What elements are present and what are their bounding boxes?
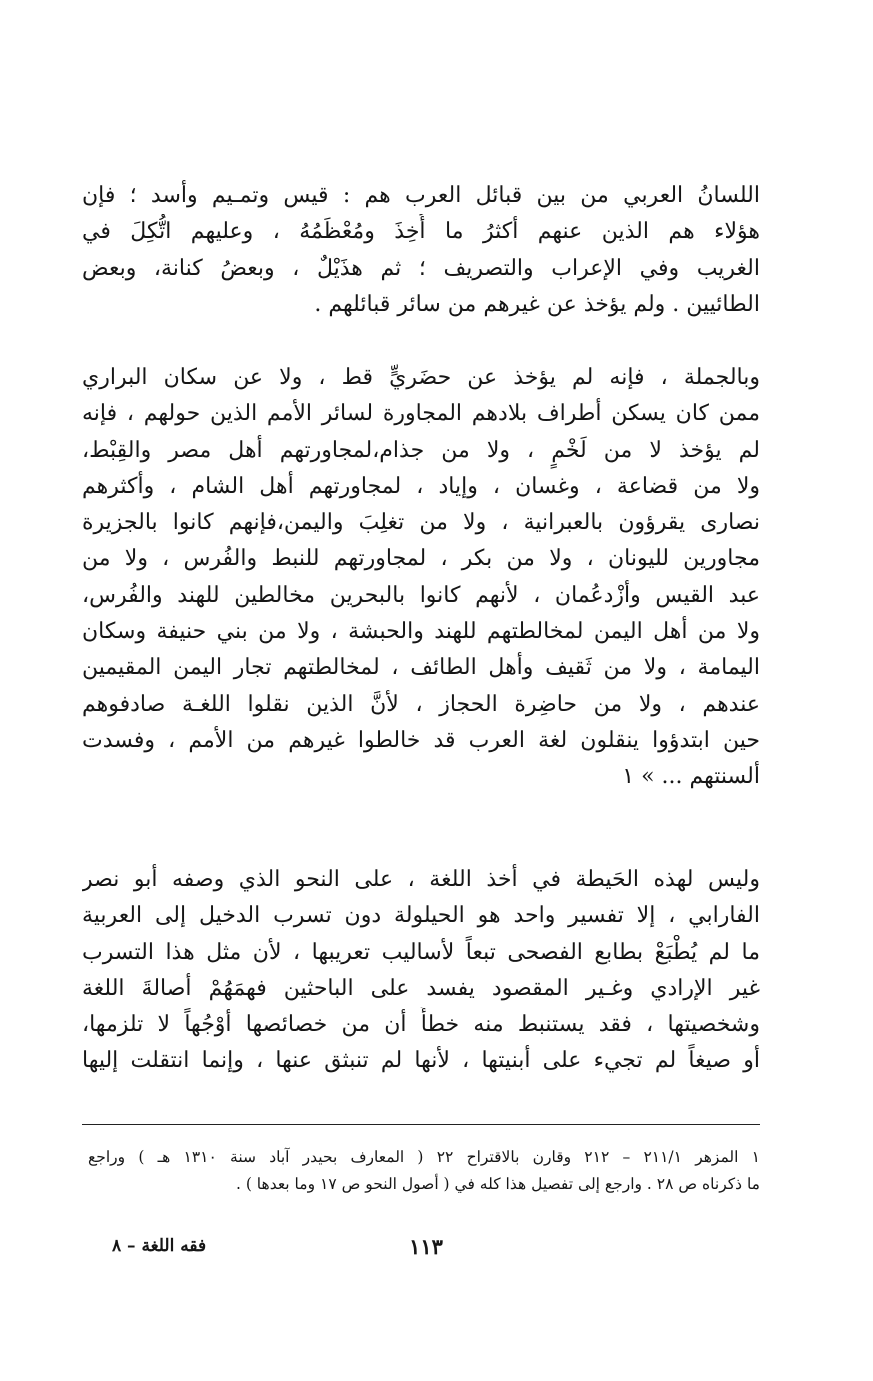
text-line: ممن كان يسكن أطراف بلادهم المجاورة لسائر الأمم الذين حولهم ، فإنه — [82, 401, 760, 427]
text-line: ولا من قضاعة ، وغسان ، وإياد ، لمجاورتهم أهل الشام ، وأكثرهم — [82, 473, 760, 499]
paragraph-1 — [82, 178, 760, 323]
text-line: أو صيغاً لم تجيء على أبنيتها ، لأنها لم تنبثق عنها ، وإنما انتقلت إليها — [82, 1048, 760, 1074]
footnote-line: ما ذكرناه ص ٢٨ . وارجع إلى تفصيل هذا كله في ( أصول النحو ص ١٧ وما بعدها ) . — [235, 1175, 760, 1193]
text-line: غير الإرادي وغـير المقصود يفسد على الباحثين فهمَهُمْ أصالةَ اللغة — [82, 975, 760, 1001]
text-line: وشخصيتها ، فقد يستنبط منه خطأً أن من خصائصها أوْجُهاً لا تلزمها، — [82, 1012, 760, 1038]
footnote-line: ١ المزهر ٢١١/١ – ٢١٢ وقارن بالاقتراح ٢٢ ( المعارف بحيدر آباد سنة ١٣١٠ هـ ) وراجع — [88, 1148, 760, 1166]
text-line: هؤلاء هم الذين عنهم أكثرُ ما أُخِذَ ومُعْظَمُهُ ، وعليهم اتُّكِلَ في — [82, 219, 760, 245]
text-line: حين ابتدؤوا ينقلون لغة العرب قد خالطوا غيرهم من الأمم ، وفسدت — [82, 727, 760, 753]
text-line: الغريب وفي الإعراب والتصريف ؛ ثم هذَيْلٌ ، وبعضُ كنانة، وبعض — [82, 255, 760, 281]
text-line: الفارابي ، إلا تفسير واحد هو الحيلولة دون تسرب الدخيل إلى العربية — [82, 903, 760, 929]
text-line: وليس لهذه الحَيطة في أخذ اللغة ، على النحو الذي وصفه أبو نصر — [82, 867, 760, 892]
page-number: ١١٣ — [409, 1234, 443, 1259]
text-line: عبد القيس وأزْدعُمان ، لأنهم كانوا بالبحرين مخالطين للهند والفُرس، — [82, 582, 760, 608]
text-line: اللسانُ العربي من بين قبائل العرب هم : قيس وتمـيم وأسد ؛ فإن — [82, 183, 760, 208]
text-line: مجاورين لليونان ، ولا من بكر ، لمجاورتهم للنبط والفُرس ، ولا من — [82, 546, 760, 572]
paragraph-2 — [82, 360, 760, 796]
text-line: لم يؤخذ لا من لَخْمٍ ، ولا من جذام،لمجاورتهم أهل مصر والقِبْط، — [82, 437, 760, 463]
paragraph-3 — [82, 862, 760, 1080]
text-line: وبالجملة ، فإنه لم يؤخذ عن حضَريٍّ قط ، ولا عن سكان البراري — [82, 365, 760, 390]
text-line: ما لم يُطْبَعْ بطابع الفصحى تبعاً لأساليب تعريبها ، لأن مثل هذا التسرب — [82, 939, 760, 965]
text-line: ولا من أهل اليمن لمخالطتهم للهند والحبشة ، ولا من بني حنيفة وسكان — [82, 619, 760, 645]
text-line: اليمامة ، ولا من ثَقيف وأهل الطائف ، لمخالطتهم تجار اليمن المقيمين — [82, 655, 760, 681]
text-line: الطائيين . ولم يؤخذ عن غيرهم من سائر قبائلهم . — [314, 291, 760, 317]
book-signature: فقه اللغة – ٨ — [112, 1236, 207, 1256]
text-line: ألسنتهم ... » ١ — [622, 764, 760, 790]
text-line: نصارى يقرؤون بالعبرانية ، ولا من تغلِبَ واليمن،فإنهم كانوا بالجزيرة — [82, 510, 760, 536]
footnote-divider — [82, 1124, 760, 1125]
text-line: عندهم ، ولا من حاضِرة الحجاز ، لأنَّ الذين نقلوا اللغـة صادفوهم — [82, 691, 760, 717]
footnotes — [88, 1144, 760, 1198]
